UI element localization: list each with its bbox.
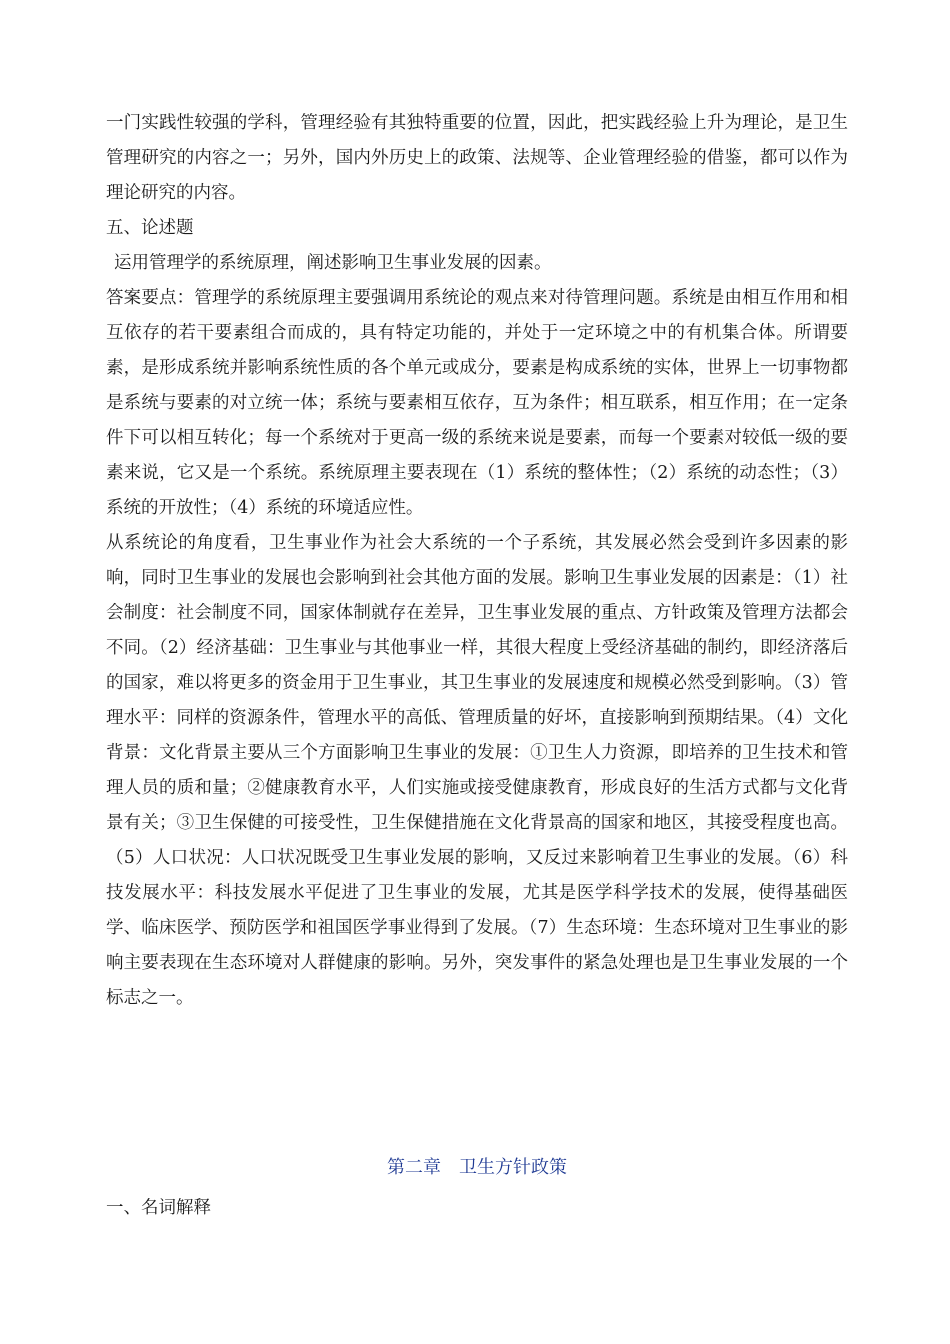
answer-paragraph-2: 从系统论的角度看，卫生事业作为社会大系统的一个子系统，其发展必然会受到许多因素的影响，同时卫生事业的发展也会影响到社会其他方面的发展。影响卫生事业发展的因素是：（1）社会制度：社会制度不同，国家体制就存在差异，卫生事业发展的重点、方针政策及管理方法都会不同。（2）经济基础：卫生事业与其他事业一样，其很大程度上受经济基础的制约，即经济落后的国家，难以将更多的资金用于卫生事业，其卫生事业的发展速度和规模必然受到影响。（3）管理水平：同样的资源条件，管理水平的高低、管理质量的好坏，直接影响到预期结果。（4）文化背景：文化背景主要从三个方面影响卫生事业的发展：①卫生人力资源，即培养的卫生技术和管理人员的质和量；②健康教育水平，人们实施或接受健康教育，形成良好的生活方式都与文化背景有关；③卫生保健的可接受性，卫生保健措施在文化背景高的国家和地区，其接受程度也高。（5）人口状况：人口状况既受卫生事业发展的影响，又反过来影响着卫生事业的发展。（6）科技发展水平：科技发展水平促进了卫生事业的发展，尤其是医学科学技术的发展，使得基础医学、临床医学、预防医学和祖国医学事业得到了发展。（7）生态环境：生态环境对卫生事业的影响主要表现在生态环境对人群健康的影响。另外，突发事件的紧急处理也是卫生事业发展的一个标志之一。 xyxy=(106,533,848,1008)
answer-paragraph-1: 答案要点：管理学的系统原理主要强调用系统论的观点来对待管理问题。系统是由相互作用和相互依存的若干要素组合而成的，具有特定功能的，并处于一定环境之中的有机集合体。所谓要素，是形成系统并影响系统性质的各个单元或成分，要素是构成系统的实体，世界上一切事物都是系统与要素的对立统一体；系统与要素相互依存，互为条件；相互联系，相互作用；在一定条件下可以相互转化；每一个系统对于更高一级的系统来说是要素，而每一个要素对较低一级的要素来说，它又是一个系统。系统原理主要表现在（1）系统的整体性；（2）系统的动态性；（3）系统的开放性；（4）系统的环境适应性。 xyxy=(106,288,848,518)
chapter-title: 第二章 卫生方针政策 xyxy=(387,1157,567,1178)
section-heading: 五、论述题 xyxy=(106,218,194,238)
essay-question: 运用管理学的系统原理，阐述影响卫生事业发展的因素。 xyxy=(114,253,552,273)
paragraph-intro: 一门实践性较强的学科，管理经验有其独特重要的位置，因此，把实践经验上升为理论，是卫生管理研究的内容之一；另外，国内外历史上的政策、法规等、企业管理经验的借鉴，都可以作为理论研究的内容。 xyxy=(106,113,848,203)
body-text xyxy=(106,106,848,1016)
section-subheading: 一、名词解释 xyxy=(106,1198,211,1218)
